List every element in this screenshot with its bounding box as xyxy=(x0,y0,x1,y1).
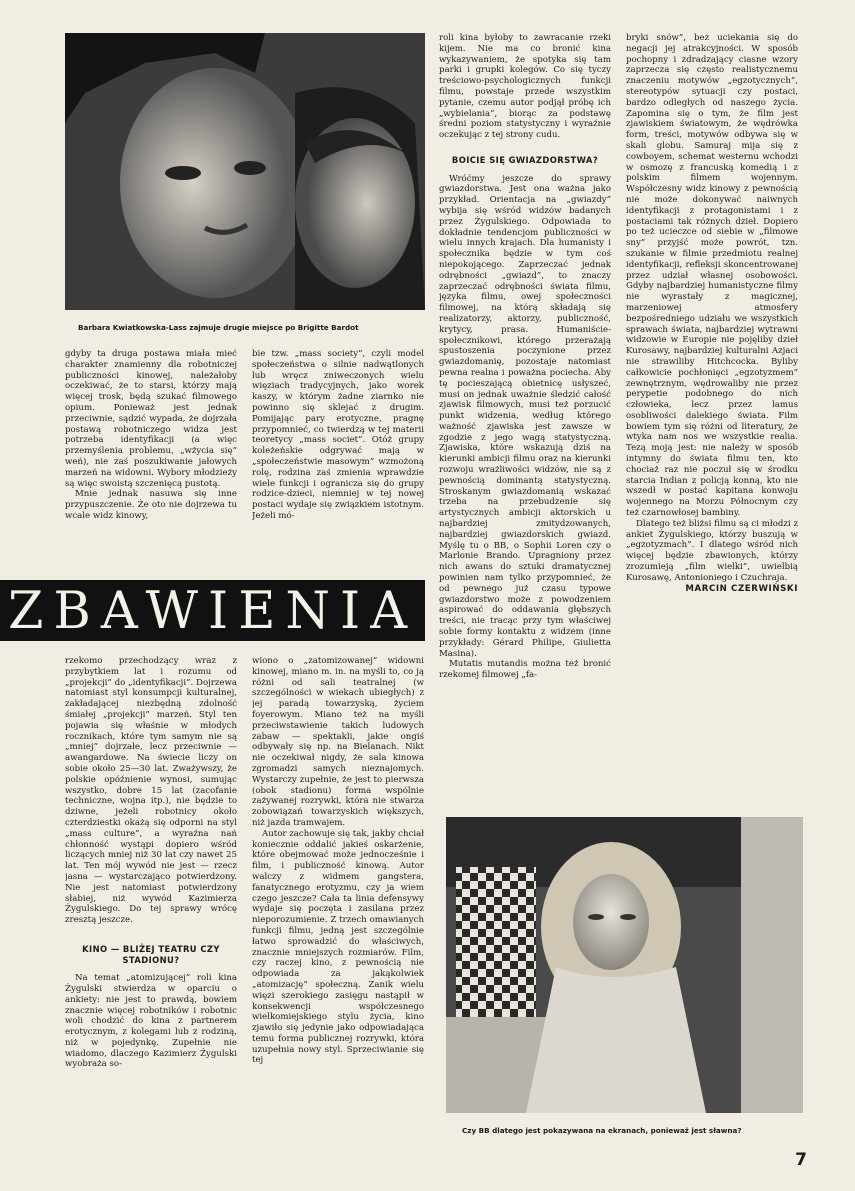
bardot-illustration xyxy=(446,817,803,1113)
paragraph: rzekomo przechodzący wraz z przybytkiem lat i rozumu od „projekcji” do „identyfikacji”. Dojrzewa natomiast styl konsumpcji kulturalnej, zakładającej niezbędną zdolność śmiałej „projekcji” marzeń. Styl ten pojawia się właśnie w młodych rocznikach, które tym samym nie są „mniej” dojrzałe, lecz przeciwnie — awangardowe. Na świecie liczy on sobie około 25—30 lat. Zważywszy, że polskie opóźnienie wynosi, sumując wszystko, dobre 15 lat (zacofanie techniczne, wojna itp.), nie będzie to dziwne, jeżeli robotnicy około czterdziestki okażą się odporni na styl „mass culture”, a wyraźna nań chłonność wystąpi dopiero wśród liczących mniej niż 30 lat czy nawet 25 lat. Ten mój wywód nie jest — rzecz jasna — wystarczająco potwierdzony. Nie jest natomiast potwierdzony słabiej, niż wywód Kazimierza Żygulskiego. Do tej sprawy wrócę zresztą jeszcze. xyxy=(65,656,237,926)
paragraph: Mnie jednak nasuwa się inne przypuszczenie. Że oto nie dojrzewa tu wcale widz kinowy, xyxy=(65,489,237,521)
article-column-1-upper xyxy=(65,349,237,545)
photo-bottom xyxy=(446,817,803,1113)
paragraph: Mutatis mutandis można też bronić rzekomej filmowej „fa- xyxy=(439,659,611,681)
article-column-2-lower xyxy=(252,656,424,1146)
subheading-kino: KINO — BLIŻEJ TEATRU CZY STADIONU? xyxy=(82,943,220,965)
page-number: 7 xyxy=(795,1150,807,1170)
paragraph: wiono o „zatomizowanej” widowni kinowej, miano m. in. na myśli to, co ją różni od sali teatralnej (w szczególności w wiekach ubiegłych) z jej paradą towarzyską, życiem foyerowym. Miano też na myśli przeciwstawienie takich ludowych zabaw — spektakli, jakie ongiś odbywały się np. na Bielanach. Nikt nie oczekiwał nigdy, że sala kinowa zgromadzi samych nieznajomych. Wystarczy zupełnie, że jest to pierwsza (obok stadionu) forma wspólnie zażywanej rozrywki, która nie stwarza zobowiązań towarzyskich większych, niż jazda tramwajem. xyxy=(252,656,424,828)
paragraph: bryki snów”, bez uciekania się do negacji jej atrakcyjności. W sposób pochopny i zdradzający ciasne wzory zaprzecza się często realistycznemu znaczeniu motywów „egzotycznych”, stereotypów sytuacji czy postaci, bardzo odległych od naszego życia. Zapomina się o tym, że film jest zjawiskiem światowym, że wędrówka form, treści, motywów odbywa się w skali globu. Samuraj mija się z cowboyem, schemat westernu wchodzi w osmozę z francuską komedią i z polskim filmem wojennym. Współczesny widz kinowy z pewnością nie może dokonywać naiwnych identyfikacji z protagonistami i z postaciami tak różnych dzieł. Dopiero po też ucieczce od siebie w „filmowe sny” przyjść może powrót, tzn. szukanie w filmie przedmiotu realnej identyfikacji, refleksji skoncentrowanej przez udział własnej osobowości. Gdyby najbardziej humanistyczne filmy nie wyrastały z magicznej, marzeniowej atmosfery bezpośredniego udziału we wszystkich sprawach świata, najbardziej wytrawni widzowie w Europie nie pojęliby dzieł Kurosawy, najbardziej kulturalni Azjaci nie strawiliby Hitchcocka. Byliby całkowicie pochłonięci „egzotyzmem” zewnętrznym, wędrowaliby nie przez perypetie podobnego do nich człowieka, lecz przez lamus osobliwości dalekiego świata. Film bowiem tym się różni od literatury, że wtyka nam nos we wszystkie realia. Tezą moją jest: nie należy w sposób intymny do świata filmu ten, kto chociaż raz nie poczuł się w środku starcia Indian z policją konną, kto nie wszedł w postać kapitana konwoju wojennego na Morzu Północnym czy też czarnowłosej bambiny. xyxy=(626,33,798,519)
photo-top xyxy=(65,33,425,310)
photo-bottom-caption: Czy BB dlatego jest pokazywana na ekranach, ponieważ jest sławna? xyxy=(462,1126,742,1135)
author-signature: MARCIN CZERWIŃSKI xyxy=(685,583,798,594)
paragraph: Wróćmy jeszcze do sprawy gwiazdorstwa. Jest ona ważna jako przykład. Orientacja na „gwiazdy” wybija się wśród widzów badanych przez Żygulskiego. Odpowiada to dokładnie tendencjom publiczności w wielu innych krajach. Dla humanisty i społecznika będzie w tym coś niepokojącego. Zaprzeczać jednak odrębności „gwiazd”, to znaczy zaprzeczać odrębności świata filmu, języka filmu, owej społeczności filmowej, na którą składają się realizatorzy, aktorzy, publiczność, krytycy, prasa. Humaniście-społecznikowi, którego przerażają spustoszenia poczynione przez gwiazdomanię, pozostaje natomiast pewna realna i poważna pociecha. Aby tę pocieszającą obietnicę usłyszeć, musi on jednak uważnie śledzić całość zjawisk filmowych, musi też porzucić punkt widzenia, według którego ważność zjawiska jest zawsze w zgodzie z jego wagą statystyczną. Zjawiska, które wskazują dziś na kierunki ambicji filmu oraz na kierunki rozwoju wrażliwości widzów, nie są z pewnością dominantą statystyczną. Stroskanym gwiazdomanią wskazać trzeba na przebudzenie się artystycznych ambicji aktorskich u najbardziej zmitydzowanych, najbardziej gwiazdorskich gwiazd. Myślę tu o BB, o Sophii Loren czy o Marlonie Brando. Upragniony przez nich awans do sztuki dramatycznej powinien nam tylko przypomnieć, że od pewnego już czasu typowe gwiazdorstwo może z powodzeniem aspirować do oddawania głębszych treści, nie tracąc przy tym właściwej sobie formy kontaktu z widzem (inne przykłady: Gérard Philipe, Giulietta Masina). xyxy=(439,173,611,659)
article-column-4 xyxy=(626,33,798,813)
paragraph: Autor zachowuje się tak, jakby chciał koniecznie oddalić jakieś oskarżenie, które obejmować może jednocześnie i film, i publiczność kinową. Autor walczy z widmem gangstera, fanatycznego erotyzmu, czy ja wiem czego jeszcze? Cała ta linia defensywy wydaje się poczęta i zasilana przez nieporozumienie. Z trzech omawianych funkcji filmu, jedną jest szczególnie łatwo sprowadzić do właściwych, znacznie mniejszych rozmiarów. Film, czy raczej kino, z pewnością nie odpowiada za jakąkolwiek „atomizację” społeczną. Zanik wielu więzi szerokiego zasięgu nastąpił w konsekwencji współczesnego wielkomiejskiego stylu życia, kino zjawiło się jedynie jako odpowiadająca temu forma publicznej rozrywki, która uzupełnia nowy styl. Sprzeciwianie się tej xyxy=(252,828,424,1066)
paragraph: roli kina byłoby to zawracanie rzeki kijem. Nie ma co bronić kina wykazywaniem, że spotyka się tam parki i grupki kolegów. Co się tyczy treściowo-psychologicznych funkcji filmu, powstaje przede wszystkim pytanie, czemu autor podjął próbę ich „wybielania”, biorąc za podstawę średni poziom statystyczny i wyraźnie oczekując z tej strony cudu. xyxy=(439,33,611,141)
article-column-1-lower xyxy=(65,656,237,1146)
paragraph: bie tzw. „mass society”, czyli model społeczeństwa o silnie nadwątlonych lub wręcz zniweczonych wielu więziach tradycyjnych, jako worek kaszy, w którym żadne ziarnko nie powinno się sklejać z drugim. Pomijając pary erotyczne, pragnę przypomnieć, co twierdzą w tej materii teoretycy „mass societ”. Otóż grupy koleżeńskie odgrywać mają w „społeczeństwie masowym” wzmożoną rolę, rodzina zaś zmienia wprawdzie wiele funkcji i ogranicza się do grupy rodzice-dzieci, niemniej w tej nowej postaci wydaje się związkiem istotnym. Jeżeli mó- xyxy=(252,349,424,521)
paragraph: gdyby ta druga postawa miała mieć charakter znamienny dla robotniczej publiczności kinowej, należałoby oczekiwać, że to starsi, którzy mają więcej trosk, będą szukać filmowego opium. Ponieważ jest jednak przeciwnie, sądzić wypada, że dojrzała postawą robotniczego widza jest potrzeba identyfikacji (a więc przemyślenia problemu, „wżycia się” weń), nie zaś poszukiwanie jałowych marzeń na widowni. Wybory młodzieży są więc swoistą szczenięcą pustotą. xyxy=(65,349,237,489)
article-column-2-upper xyxy=(252,349,424,545)
subheading-boicie: BOICIE SIĘ GWIAZDORSTWA? xyxy=(451,154,599,165)
photo-top-caption: Barbara Kwiatkowska-Lass zajmuje drugie miejsce po Brigitte Bardot xyxy=(78,323,359,332)
paragraph: Dlatego też bliżsi filmu są ci młodzi z ankiet Żygulskiego, którzy buszują w „egzotyzmach”. I dlatego wśród nich więcej będzie zbawionych, którzy zrozumieją „film wielki”, uwielbią Kurosawę, Antonioniego i Czuchraja. xyxy=(626,518,798,583)
headline-banner xyxy=(0,580,425,641)
article-column-3 xyxy=(439,33,611,813)
portrait-illustration xyxy=(65,33,425,310)
paragraph: Na temat „atomizującej” roli kina Żygulski stwierdza w oparciu o ankiety: nie jest to prawdą, bowiem znacznie więcej robotników i robotnic woli chodzić do kina z partnerem erotycznym, z kolegami lub z rodziną, niż w pojedynkę. Zupełnie nie wiadomo, dlaczego Kazimierz Żygulski wyobraża so- xyxy=(65,973,237,1070)
headline: ZBAWIENIA xyxy=(7,582,418,641)
